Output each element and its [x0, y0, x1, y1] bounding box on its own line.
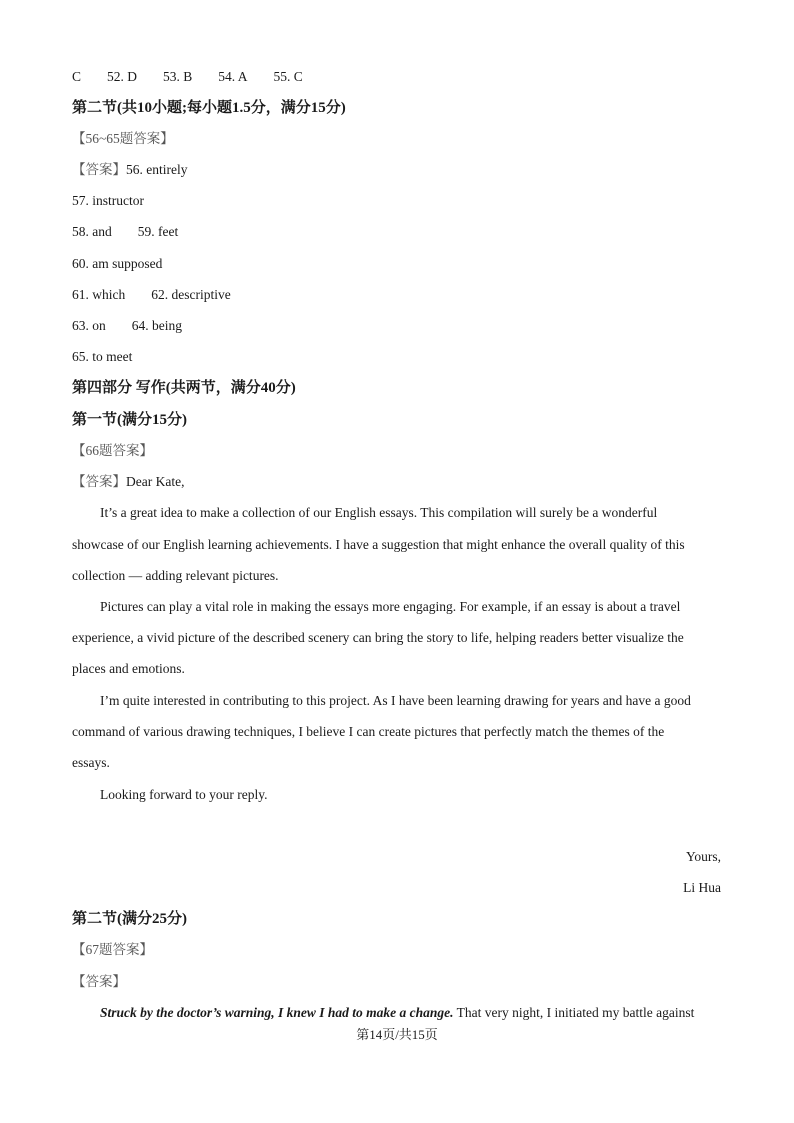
section2-writing-heading: 第二节(满分25分) [72, 911, 187, 927]
answer-60: 60. am supposed [72, 256, 163, 271]
answer-53: 53. B [163, 69, 193, 84]
answer-59: 59. feet [137, 224, 179, 239]
letter-p2-line1: Pictures can play a vital role in making the essays more engaging. For example, if an essay is about a travel [100, 599, 681, 614]
answer-label: 【答案】 [72, 474, 126, 489]
answer-57: 57. instructor [72, 193, 144, 208]
letter-p3-line2: command of various drawing techniques, I believe I can create pictures that perfectly match the themes of the [72, 724, 665, 739]
q67-bold-sentence: Struck by the doctor’s warning, I knew I had to make a change. [100, 1005, 454, 1020]
answer-56-line [72, 161, 187, 179]
answer-58-59-line [72, 223, 178, 241]
answer-61-62-line [72, 286, 231, 304]
answer-55: 55. C [273, 69, 303, 84]
answer-65: 65. to meet [72, 349, 133, 364]
letter-p2-line3: places and emotions. [72, 661, 185, 676]
answer-52: 52. D [107, 69, 138, 84]
q56-65-label: 【56~65题答案】 [72, 131, 174, 146]
answer-62: 62. descriptive [151, 287, 231, 302]
letter-greeting: Dear Kate, [126, 474, 185, 489]
answer-58: 58. and [72, 224, 112, 239]
answer-54: 54. A [218, 69, 248, 84]
letter-p4: Looking forward to your reply. [100, 787, 268, 802]
answer-64: 64. being [131, 318, 182, 333]
q66-label: 【66题答案】 [72, 443, 153, 458]
answer-51: C [72, 69, 82, 84]
letter-signature: Li Hua [683, 880, 721, 895]
letter-p3-line1: I’m quite interested in contributing to this project. As I have been learning drawing for years and have a good [100, 693, 691, 708]
letter-p1-line1: It’s a great idea to make a collection of our English essays. This compilation will surely be a wonderful [100, 505, 658, 520]
answer-63: 63. on [72, 318, 106, 333]
answer-label: 【答案】 [72, 162, 126, 177]
page-footer: 第14页/共15页 [356, 1027, 438, 1042]
answers-row [72, 68, 303, 86]
answer-61: 61. which [72, 287, 126, 302]
answer-63-64-line [72, 317, 182, 335]
letter-p2-line2: experience, a vivid picture of the described scenery can bring the story to life, helping readers better visualize the [72, 630, 684, 645]
part4-heading: 第四部分 写作(共两节，满分40分) [72, 380, 296, 396]
answer-56: 56. entirely [126, 162, 188, 177]
letter-p1-line3: collection — adding relevant pictures. [72, 568, 279, 583]
q67-label: 【67题答案】 [72, 942, 153, 957]
letter-p3-line3: essays. [72, 755, 110, 770]
section2-heading: 第二节(共10小题;每小题1.5分，满分15分) [72, 100, 346, 116]
q67-continuation: That very night, I initiated my battle against [453, 1005, 695, 1020]
q67-first-line [100, 1004, 694, 1022]
letter-greeting-line [72, 473, 184, 491]
section1-heading: 第一节(满分15分) [72, 412, 187, 428]
answer-label-67: 【答案】 [72, 974, 126, 989]
letter-closing: Yours, [685, 849, 721, 864]
letter-p1-line2: showcase of our English learning achievements. I have a suggestion that might enhance the overall quality of this [72, 537, 685, 552]
